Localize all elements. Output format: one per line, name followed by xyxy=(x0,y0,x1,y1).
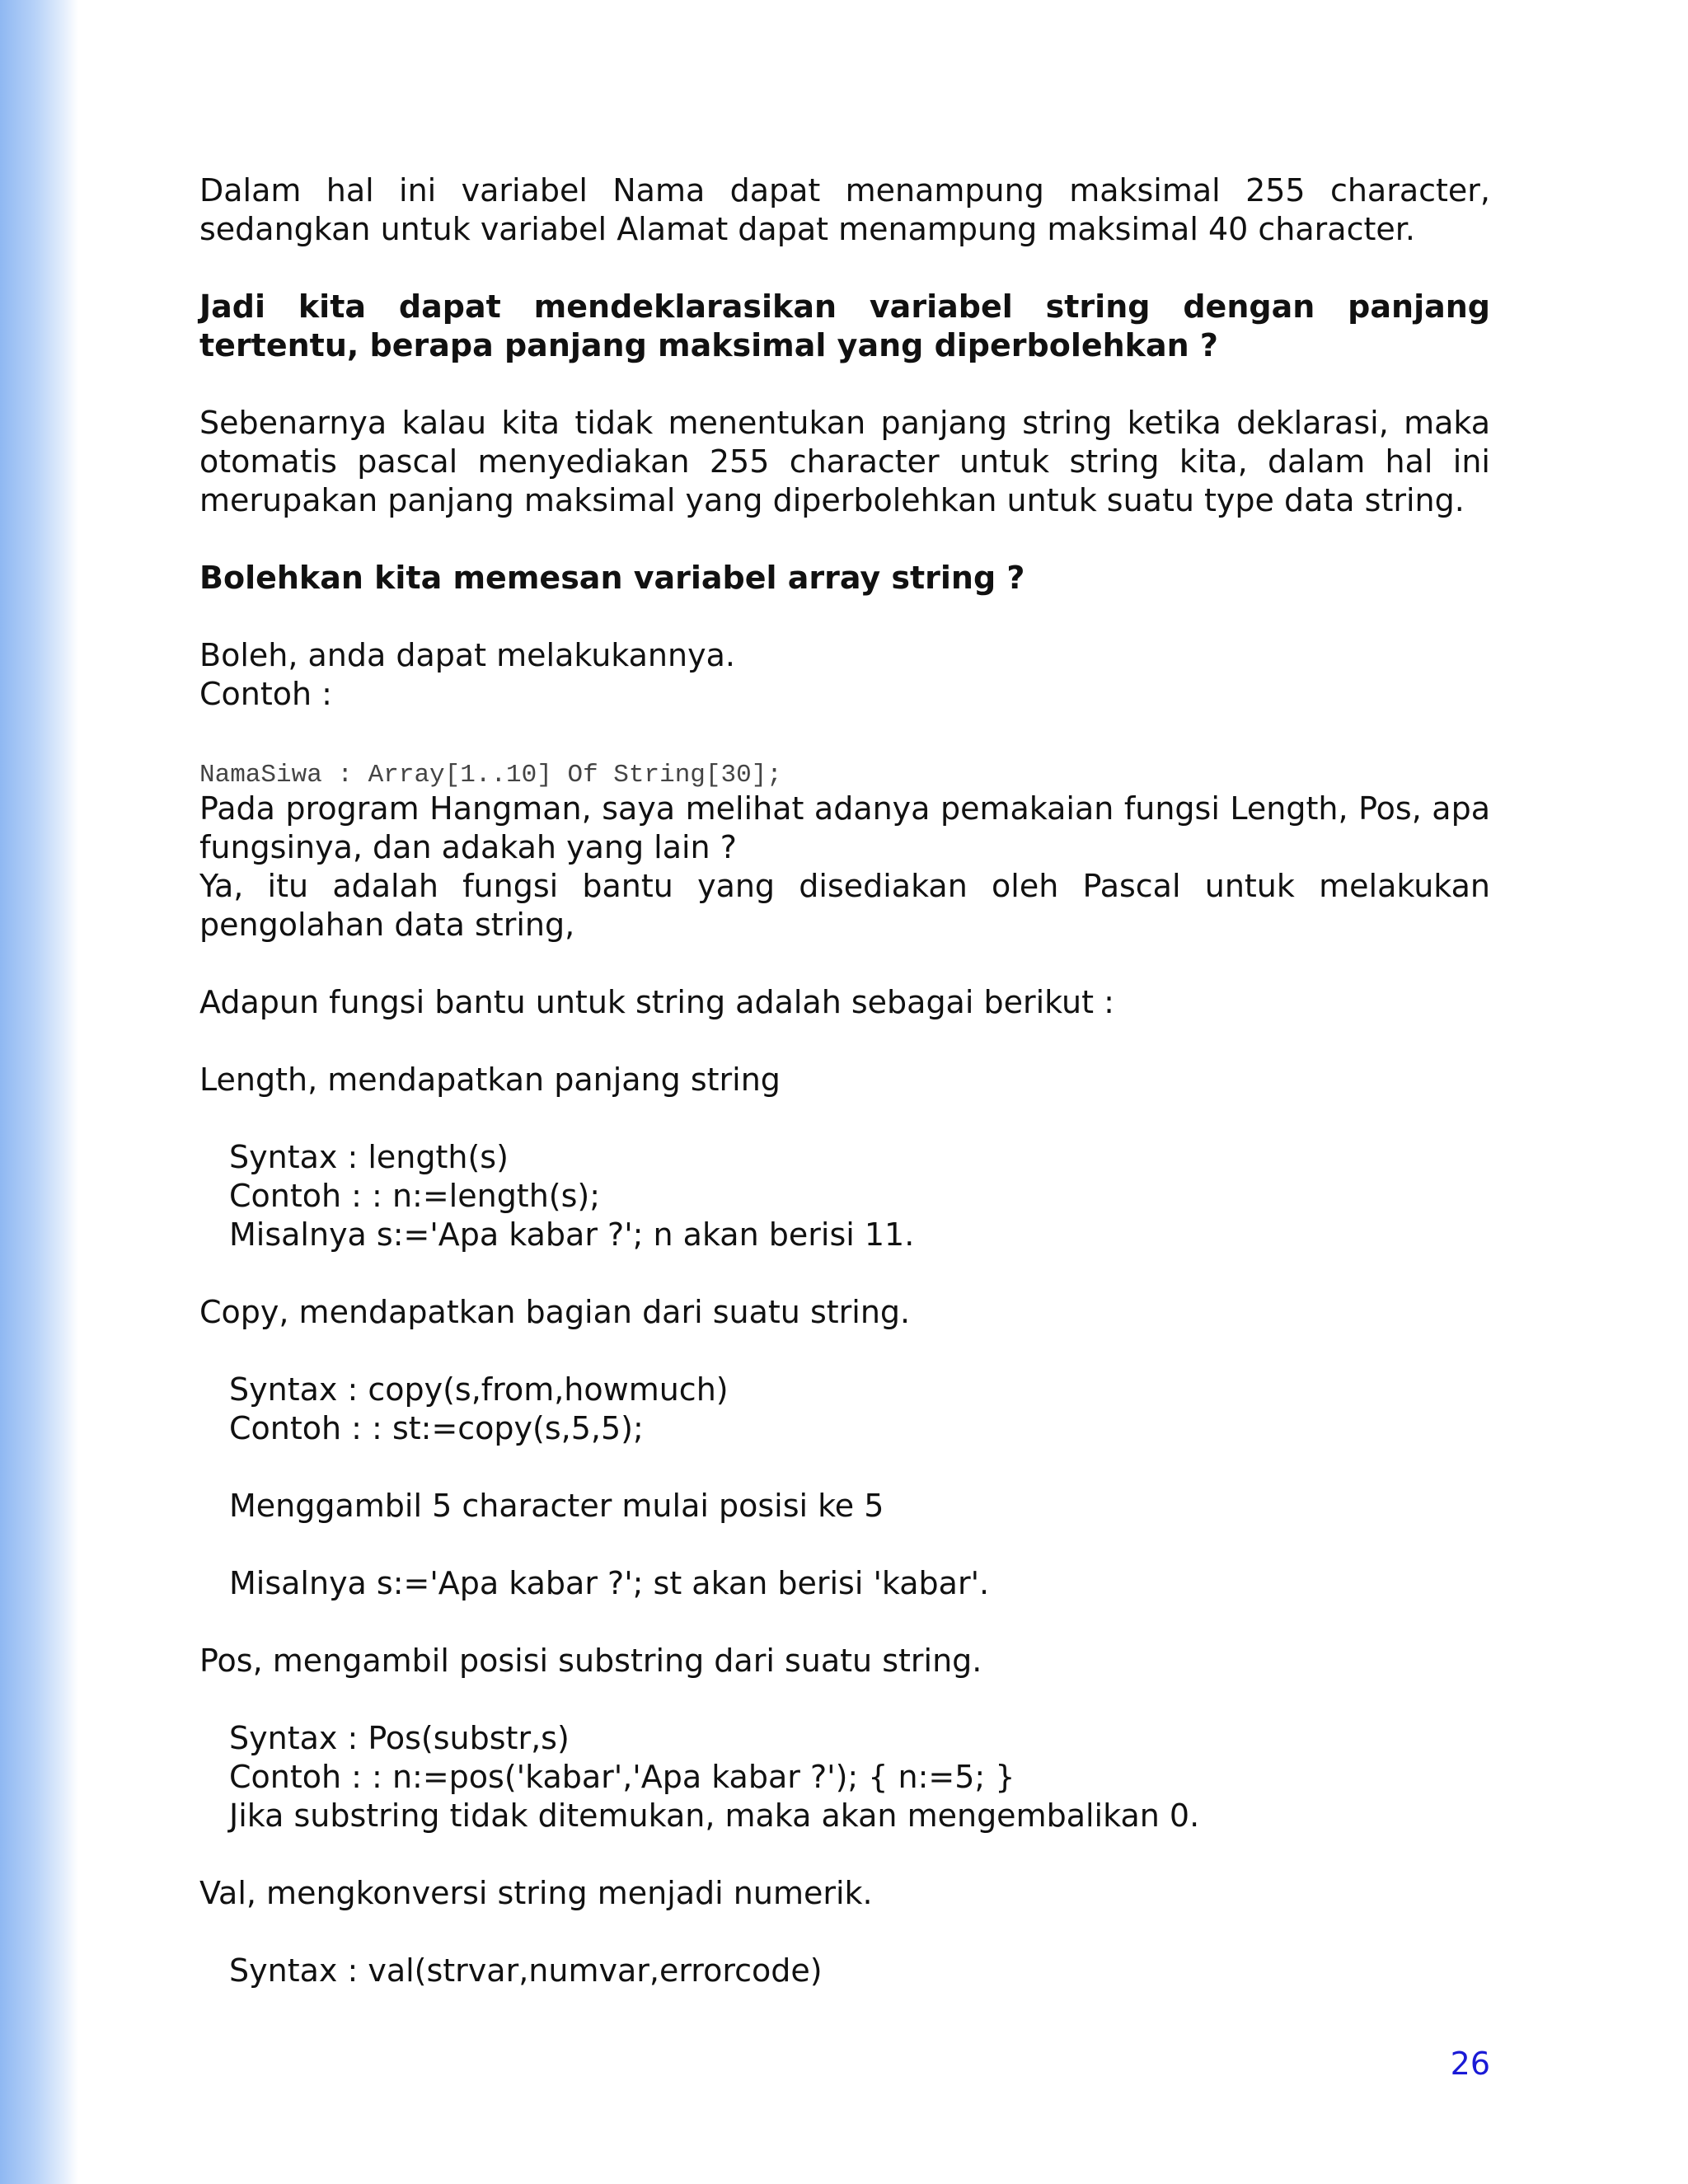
paragraph-boleh: Boleh, anda dapat melakukannya. xyxy=(199,637,735,673)
function-val-heading: Val, mengkonversi string menjadi numerik. xyxy=(199,1875,873,1911)
question-max-length: Jadi kita dapat mendeklarasikan variabel string dengan panjang tertentu, berapa panjang maksimal yang diperbolehkan ? xyxy=(199,288,1490,363)
page-body xyxy=(199,171,1490,1990)
function-length-example: Contoh : : n:=length(s); xyxy=(229,1178,601,1214)
code-example: NamaSiwa : Array[1..10] Of String[30]; xyxy=(199,761,782,790)
function-length-heading: Length, mendapatkan panjang string xyxy=(199,1062,781,1098)
paragraph-adapun: Adapun fungsi bantu untuk string adalah sebagai berikut : xyxy=(199,984,1114,1020)
page-side-bar xyxy=(0,0,78,2184)
paragraph-default-length: Sebenarnya kalau kita tidak menentukan panjang string ketika deklarasi, maka otomatis pascal menyediakan 255 character untuk string kita, dalam hal ini merupakan panjang maksimal yang diperbolehkan untuk suatu type data string. xyxy=(199,405,1490,518)
function-pos-heading: Pos, mengambil posisi substring dari suatu string. xyxy=(199,1643,982,1679)
paragraph-nama-alamat: Dalam hal ini variabel Nama dapat menampung maksimal 255 character, sedangkan untuk variabel Alamat dapat menampung maksimal 40 character. xyxy=(199,172,1490,247)
function-copy-example: Contoh : : st:=copy(s,5,5); xyxy=(229,1410,644,1446)
function-copy-result: Misalnya s:='Apa kabar ?'; st akan berisi 'kabar'. xyxy=(229,1565,990,1601)
page-number: 26 xyxy=(1450,2046,1490,2082)
paragraph-fungsi-bantu: Ya, itu adalah fungsi bantu yang disediakan oleh Pascal untuk melakukan pengolahan data string, xyxy=(199,868,1490,943)
function-pos-syntax: Syntax : Pos(substr,s) xyxy=(229,1720,570,1756)
function-pos-example: Contoh : : n:=pos('kabar','Apa kabar ?'); { n:=5; } xyxy=(229,1759,1015,1795)
function-copy-note: Menggambil 5 character mulai posisi ke 5 xyxy=(229,1488,884,1524)
function-length-note: Misalnya s:='Apa kabar ?'; n akan berisi 11. xyxy=(229,1216,915,1253)
paragraph-contoh: Contoh : xyxy=(199,676,332,712)
paragraph-hangman: Pada program Hangman, saya melihat adanya pemakaian fungsi Length, Pos, apa fungsinya, dan adakah yang lain ? xyxy=(199,790,1490,865)
function-copy-heading: Copy, mendapatkan bagian dari suatu string. xyxy=(199,1294,911,1330)
function-val-syntax: Syntax : val(strvar,numvar,errorcode) xyxy=(229,1952,823,1989)
function-length-syntax: Syntax : length(s) xyxy=(229,1139,509,1175)
function-pos-note: Jika substring tidak ditemukan, maka akan mengembalikan 0. xyxy=(229,1797,1200,1834)
question-array-string: Bolehkan kita memesan variabel array string ? xyxy=(199,560,1025,596)
function-copy-syntax: Syntax : copy(s,from,howmuch) xyxy=(229,1371,729,1408)
